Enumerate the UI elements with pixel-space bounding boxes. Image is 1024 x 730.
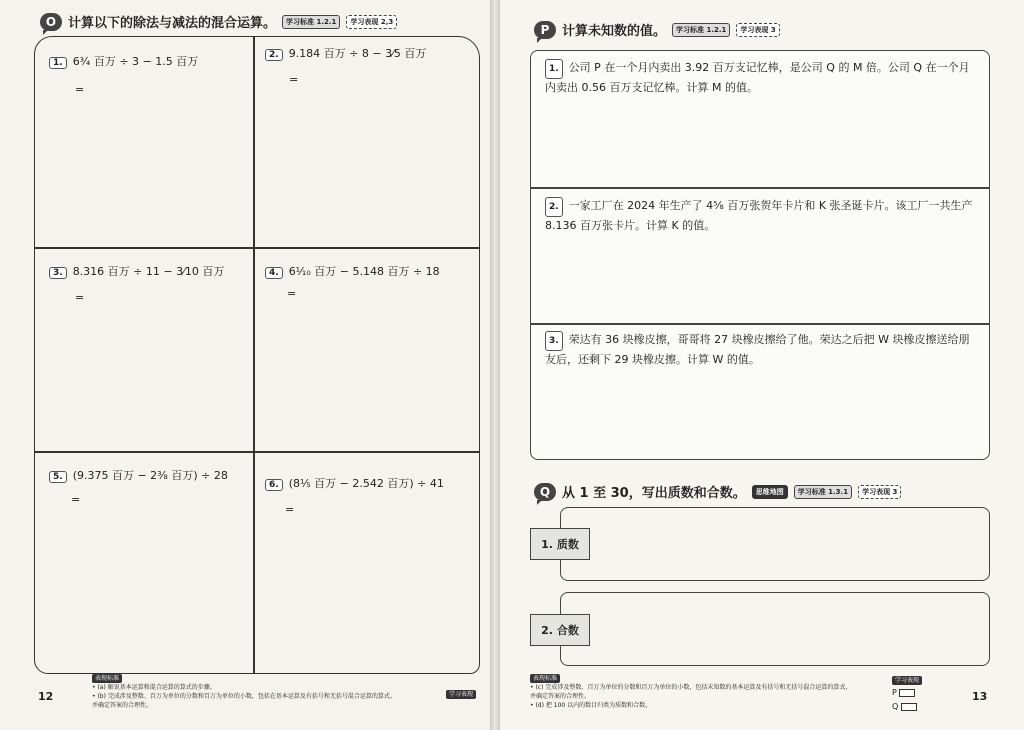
prime-answer-box[interactable]: [560, 507, 990, 581]
page-number-12: 12: [38, 690, 54, 703]
learning-standard-tag: 学习标准 1.2.1: [672, 23, 730, 37]
answer-line-6[interactable]: =: [285, 503, 295, 516]
problem-1: 1. 公司 P 在一个月内卖出 3.92 百万支记忆棒，是公司 Q 的 M 倍。公司 Q 在一个月内卖出 0.56 百万支记忆棒。计算 M 的值。: [545, 61, 970, 94]
section-o-header: [40, 12, 397, 31]
exercise-grid: [34, 36, 480, 674]
problem-3: 3. 荣达有 36 块橡皮擦，哥哥将 27 块橡皮擦给了他。荣达之后把 W 块橡皮擦送给朋友后，还剩下 29 块橡皮擦。计算 W 的值。: [545, 333, 970, 366]
answer-line-3[interactable]: =: [75, 291, 85, 304]
thinking-map-tag: 思维地图: [752, 485, 788, 499]
section-q-header: [534, 482, 901, 501]
left-footer: 表现标准 • (a) 解说基本运算和混合运算的算式的步骤。 • (b) 完成涉及整数、百万为单位的分数和百万为单位的小数，包括在基本运算及有括号和无括号混合运算的算式。 并确定答案的合理性。: [92, 675, 396, 709]
tick-box-p[interactable]: [899, 689, 915, 697]
grid-divider-row1: [35, 247, 479, 249]
tick-row-p: P: [892, 688, 915, 697]
section-o-badge: O: [40, 13, 62, 31]
tick-box-q[interactable]: [901, 703, 917, 711]
question-5: 5. (9.375 百万 − 2⅜ 百万) ÷ 28: [49, 467, 228, 483]
right-page: [500, 0, 1024, 730]
learning-standard-tag: 学习标准 1.3.1: [794, 485, 852, 499]
section-q-badge: Q: [534, 483, 556, 501]
composite-answer-box[interactable]: [560, 592, 990, 666]
learning-performance-tag: 学习表现 2,3: [346, 15, 397, 29]
learning-performance-tag: 学习表现 3: [858, 485, 901, 499]
question-6: 6. (8⅕ 百万 − 2.542 百万) ÷ 41: [265, 475, 444, 491]
answer-line-4[interactable]: =: [287, 287, 297, 300]
tick-row-q: Q: [892, 702, 917, 711]
grid-divider-row2: [35, 451, 479, 453]
section-q-title: 从 1 至 30，写出质数和合数。: [562, 486, 746, 501]
right-footer: 表现标准 • (c) 完成涉及整数、百万为单位的分数和百万为单位的小数，包括未知数的基本运算及有括号和无括号混合运算的算式， 并确定答案的合理性。 • (d) 把 100 以内的数目归类为质数和合数。: [530, 675, 852, 709]
grid-divider-vertical: [253, 37, 255, 673]
page-number-13: 13: [972, 690, 988, 703]
prime-label: 1. 质数: [530, 528, 590, 560]
problem-box: [530, 50, 990, 460]
left-footer-badge: 学习表现: [446, 690, 476, 699]
answer-line-5[interactable]: =: [71, 493, 81, 506]
learning-standard-tag: 学习标准 1.2.1: [282, 15, 340, 29]
problem-2: 2. 一家工厂在 2024 年生产了 4⅝ 百万张贺年卡片和 K 张圣诞卡片。该工厂一共生产 8.136 百万张卡片。计算 K 的值。: [545, 199, 973, 232]
question-3: 3. 8.316 百万 ÷ 11 − 3⁄10 百万: [49, 263, 224, 279]
question-2: 2. 9.184 百万 ÷ 8 − 3⁄5 百万: [265, 45, 426, 61]
composite-label: 2. 合数: [530, 614, 590, 646]
problem-divider-2: [531, 323, 989, 325]
section-p-header: [534, 20, 780, 39]
right-footer-badge: 学习表现: [892, 676, 922, 685]
learning-performance-tag: 学习表现 3: [736, 23, 779, 37]
book-gutter: [490, 0, 500, 730]
problem-divider-1: [531, 187, 989, 189]
answer-line-2[interactable]: =: [289, 73, 299, 86]
answer-line-1[interactable]: =: [75, 83, 85, 96]
section-p-title: 计算未知数的值。: [562, 24, 667, 39]
question-1: 1. 6¾ 百万 ÷ 3 − 1.5 百万: [49, 53, 198, 69]
left-page: [0, 0, 490, 730]
question-4: 4. 6⅒ 百万 − 5.148 百万 ÷ 18: [265, 263, 440, 279]
section-p-badge: P: [534, 21, 556, 39]
section-o-title: 计算以下的除法与减法的混合运算。: [68, 16, 277, 31]
